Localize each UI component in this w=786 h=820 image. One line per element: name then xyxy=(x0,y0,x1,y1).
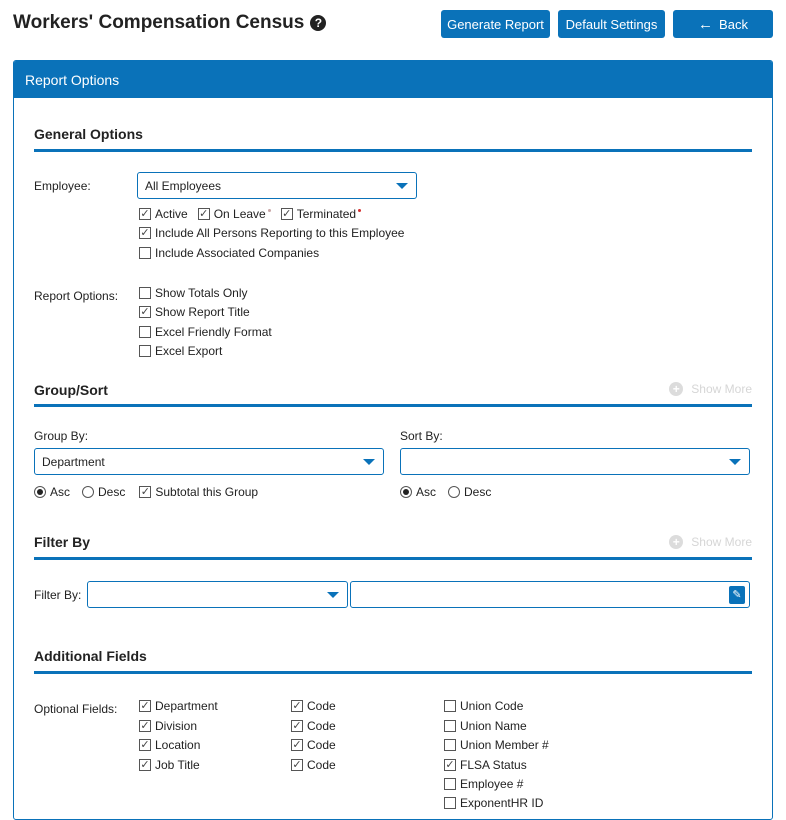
sort-by-label: Sort By: xyxy=(400,429,443,443)
division-checkbox[interactable] xyxy=(139,720,151,732)
edit-document-icon[interactable]: ✎ xyxy=(729,586,745,604)
filter-by-divider xyxy=(34,557,752,560)
list-item xyxy=(444,758,527,772)
report-options-label: Report Options: xyxy=(34,289,119,303)
field-label: Employee # xyxy=(460,777,524,791)
include-associated-row xyxy=(139,246,319,260)
include-reporting-checkbox[interactable] xyxy=(139,227,151,239)
excel-export-label: Excel Export xyxy=(155,344,223,358)
employee-number-checkbox[interactable] xyxy=(444,778,456,790)
employee-select[interactable] xyxy=(137,172,417,199)
additional-fields-divider xyxy=(34,671,752,674)
subtotal-label: Subtotal this Group xyxy=(155,485,259,499)
report-title-label: Show Report Title xyxy=(155,305,250,319)
field-label: Code xyxy=(307,738,336,752)
field-label: Division xyxy=(155,719,198,733)
chevron-down-icon xyxy=(729,459,741,465)
field-label: Union Code xyxy=(460,699,524,713)
field-label: Job Title xyxy=(155,758,200,772)
additional-fields-title: Additional Fields xyxy=(34,648,147,664)
on-leave-label: On Leave xyxy=(213,207,266,221)
job-title-code-checkbox[interactable] xyxy=(291,759,303,771)
field-label: Code xyxy=(307,758,336,772)
location-checkbox[interactable] xyxy=(139,739,151,751)
job-title-checkbox[interactable] xyxy=(139,759,151,771)
generate-report-button[interactable]: Generate Report xyxy=(441,10,550,38)
totals-only-label: Show Totals Only xyxy=(155,286,248,300)
group-sort-show-more-label: Show More xyxy=(691,382,752,396)
field-label: Union Member # xyxy=(460,738,549,752)
group-sort-divider xyxy=(34,404,752,407)
list-item xyxy=(444,699,523,713)
general-options-title: General Options xyxy=(34,126,143,142)
chevron-down-icon xyxy=(396,183,408,189)
list-item xyxy=(291,738,336,752)
plus-circle-icon: + xyxy=(669,382,683,396)
on-leave-indicator-icon xyxy=(268,209,271,212)
group-by-select[interactable] xyxy=(34,448,384,475)
excel-friendly-row xyxy=(139,325,272,339)
back-button[interactable] xyxy=(673,10,773,38)
subtotal-checkbox[interactable] xyxy=(139,486,151,498)
list-item xyxy=(291,758,336,772)
filter-by-title: Filter By xyxy=(34,534,91,550)
list-item xyxy=(291,719,336,733)
field-label: Location xyxy=(155,738,201,752)
list-item xyxy=(444,796,543,810)
on-leave-checkbox[interactable] xyxy=(198,208,210,220)
employee-select-value: All Employees xyxy=(145,178,222,193)
filter-show-more-label: Show More xyxy=(691,535,752,549)
default-settings-button[interactable]: Default Settings xyxy=(558,10,665,38)
group-sort-title: Group/Sort xyxy=(34,382,108,398)
group-desc-radio[interactable] xyxy=(82,486,94,498)
union-member-checkbox[interactable] xyxy=(444,739,456,751)
field-label: ExponentHR ID xyxy=(460,796,544,810)
excel-friendly-checkbox[interactable] xyxy=(139,326,151,338)
list-item xyxy=(444,777,523,791)
sort-desc-radio[interactable] xyxy=(448,486,460,498)
exponenthr-id-checkbox[interactable] xyxy=(444,797,456,809)
optional-fields-label: Optional Fields: xyxy=(34,702,118,716)
filter-field-select[interactable] xyxy=(87,581,348,608)
report-title-row xyxy=(139,305,250,319)
sort-desc-label: Desc xyxy=(464,485,492,499)
status-checkboxes xyxy=(139,207,361,221)
panel-title: Report Options xyxy=(25,71,120,88)
back-button-label: Back xyxy=(719,16,748,32)
sort-asc-label: Asc xyxy=(416,485,437,499)
field-label: Union Name xyxy=(460,719,527,733)
terminated-label: Terminated xyxy=(296,207,357,221)
report-options-panel xyxy=(13,60,773,820)
include-reporting-label: Include All Persons Reporting to this Employee xyxy=(155,226,405,240)
field-label: Code xyxy=(307,699,336,713)
back-arrow-icon: ← xyxy=(698,15,714,33)
sort-by-order-row xyxy=(400,485,491,499)
excel-export-checkbox[interactable] xyxy=(139,345,151,357)
list-item xyxy=(139,758,200,772)
totals-only-row xyxy=(139,286,248,300)
list-item xyxy=(139,699,218,713)
sort-by-select[interactable] xyxy=(400,448,750,475)
division-code-checkbox[interactable] xyxy=(291,720,303,732)
page-title-text: Workers' Compensation Census xyxy=(13,12,305,33)
employee-label: Employee: xyxy=(34,179,91,193)
field-label: Code xyxy=(307,719,336,733)
department-checkbox[interactable] xyxy=(139,700,151,712)
include-associated-checkbox[interactable] xyxy=(139,247,151,259)
filter-by-label: Filter By: xyxy=(34,588,82,602)
group-by-select-value: Department xyxy=(42,454,105,469)
group-asc-radio[interactable] xyxy=(34,486,46,498)
report-title-checkbox[interactable] xyxy=(139,306,151,318)
chevron-down-icon xyxy=(363,459,375,465)
include-associated-label: Include Associated Companies xyxy=(155,246,320,260)
department-code-checkbox[interactable] xyxy=(291,700,303,712)
sort-asc-radio[interactable] xyxy=(400,486,412,498)
group-by-label: Group By: xyxy=(34,429,89,443)
union-code-checkbox[interactable] xyxy=(444,700,456,712)
page-title xyxy=(13,12,326,34)
location-code-checkbox[interactable] xyxy=(291,739,303,751)
active-checkbox[interactable] xyxy=(139,208,151,220)
flsa-status-checkbox[interactable] xyxy=(444,759,456,771)
list-item xyxy=(444,719,527,733)
terminated-indicator-icon xyxy=(358,209,361,212)
chevron-down-icon xyxy=(327,592,339,598)
list-item xyxy=(139,738,200,752)
plus-circle-icon: + xyxy=(669,535,683,549)
filter-value-input[interactable] xyxy=(350,581,750,608)
list-item xyxy=(139,719,197,733)
group-sort-show-more[interactable] xyxy=(669,382,752,396)
panel-header xyxy=(14,61,772,98)
group-desc-label: Desc xyxy=(98,485,126,499)
terminated-checkbox[interactable] xyxy=(281,208,293,220)
active-label: Active xyxy=(155,207,188,221)
totals-only-checkbox[interactable] xyxy=(139,287,151,299)
union-name-checkbox[interactable] xyxy=(444,720,456,732)
excel-export-row xyxy=(139,344,222,358)
list-item xyxy=(444,738,549,752)
field-label: Department xyxy=(155,699,218,713)
excel-friendly-label: Excel Friendly Format xyxy=(155,325,272,339)
filter-show-more[interactable] xyxy=(669,535,752,549)
general-options-divider xyxy=(34,149,752,152)
include-reporting-row xyxy=(139,226,404,240)
list-item xyxy=(291,699,336,713)
field-label: FLSA Status xyxy=(460,758,527,772)
help-icon[interactable]: ? xyxy=(310,15,326,31)
group-by-order-row xyxy=(34,485,258,499)
group-asc-label: Asc xyxy=(50,485,71,499)
